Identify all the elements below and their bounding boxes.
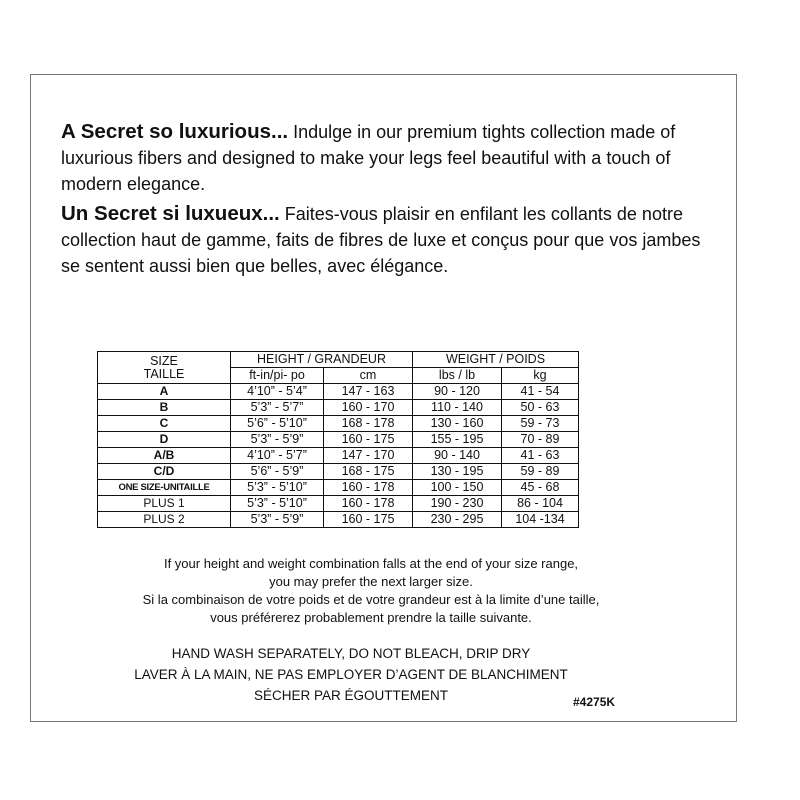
- intro-french: [61, 201, 721, 279]
- care-line-2: LAVER À LA MAIN, NE PAS EMPLOYER D’AGENT DE BLANCHIMENT: [134, 667, 568, 682]
- table-row: [98, 480, 579, 496]
- cm-cell: 168 - 175: [324, 464, 413, 480]
- size-note-french: [91, 591, 651, 627]
- size-cell: A: [98, 384, 231, 400]
- ftin-cell: 4’10” - 5’7”: [231, 448, 324, 464]
- table-row: [98, 448, 579, 464]
- size-column-header: [98, 352, 231, 384]
- cm-cell: 160 - 178: [324, 480, 413, 496]
- ftin-cell: 5’3” - 5’7”: [231, 400, 324, 416]
- intro-french-text: Faites-vous plaisir en enfilant les collants de notre collection haut de gamme, faits de fibres de luxe et conçus pour que vos jambes se sentent aussi bien que belles, avec élégance.: [61, 204, 701, 276]
- kg-cell: 59 - 73: [502, 416, 579, 432]
- kg-cell: 50 - 63: [502, 400, 579, 416]
- lbs-cell: 130 - 195: [413, 464, 502, 480]
- lbs-cell: 155 - 195: [413, 432, 502, 448]
- ftin-cell: 5’6” - 5’10”: [231, 416, 324, 432]
- cm-cell: 147 - 170: [324, 448, 413, 464]
- kg-cell: 59 - 89: [502, 464, 579, 480]
- size-note-english: [91, 555, 651, 591]
- cm-cell: 160 - 175: [324, 512, 413, 528]
- lbs-cell: 110 - 140: [413, 400, 502, 416]
- cm-cell: 160 - 170: [324, 400, 413, 416]
- size-header-line1: SIZE: [150, 353, 178, 368]
- intro-french-lead: Un Secret si luxueux...: [61, 202, 280, 225]
- cm-cell: 168 - 178: [324, 416, 413, 432]
- ftin-cell: 5’6” - 5’9”: [231, 464, 324, 480]
- kg-cell: 104 -134: [502, 512, 579, 528]
- table-row: [98, 432, 579, 448]
- lbs-cell: 230 - 295: [413, 512, 502, 528]
- ftin-cell: 4’10” - 5’4”: [231, 384, 324, 400]
- size-note-english-line1: If your height and weight combination falls at the end of your size range,: [163, 556, 579, 571]
- size-cell: D: [98, 432, 231, 448]
- cm-cell: 160 - 175: [324, 432, 413, 448]
- size-cell: C: [98, 416, 231, 432]
- care-line-3: SÉCHER PAR ÉGOUTTEMENT: [253, 688, 449, 703]
- weight-header: WEIGHT / POIDS: [413, 352, 579, 368]
- size-header-line2: TAILLE: [143, 366, 185, 381]
- size-cell: PLUS 2: [98, 512, 231, 528]
- kg-cell: 86 - 104: [502, 496, 579, 512]
- cm-cell: 147 - 163: [324, 384, 413, 400]
- table-row: [98, 464, 579, 480]
- size-cell: ONE SIZE-UNITAILLE: [98, 480, 231, 496]
- size-cell: PLUS 1: [98, 496, 231, 512]
- intro-english-text: Indulge in our premium tights collection made of luxurious fibers and designed to make your legs feel beautiful with a touch of modern elegance.: [61, 122, 676, 194]
- table-row: [98, 416, 579, 432]
- kg-cell: 41 - 63: [502, 448, 579, 464]
- intro-english-lead: A Secret so luxurious...: [61, 120, 289, 143]
- ftin-cell: 5’3” - 5’10”: [231, 496, 324, 512]
- kg-cell: 70 - 89: [502, 432, 579, 448]
- size-note-french-line1: Si la combinaison de votre poids et de votre grandeur est à la limite d’une taille,: [142, 592, 600, 607]
- cm-cell: 160 - 178: [324, 496, 413, 512]
- lbs-cell: 90 - 140: [413, 448, 502, 464]
- table-row: [98, 400, 579, 416]
- unit-lbs-header: lbs / lb: [413, 368, 502, 384]
- size-chart-table: [97, 351, 579, 528]
- lbs-cell: 130 - 160: [413, 416, 502, 432]
- size-cell: A/B: [98, 448, 231, 464]
- label-panel: [30, 74, 737, 722]
- table-row: [98, 496, 579, 512]
- height-header: HEIGHT / GRANDEUR: [231, 352, 413, 368]
- size-cell: B: [98, 400, 231, 416]
- lbs-cell: 100 - 150: [413, 480, 502, 496]
- lbs-cell: 90 - 120: [413, 384, 502, 400]
- kg-cell: 45 - 68: [502, 480, 579, 496]
- lbs-cell: 190 - 230: [413, 496, 502, 512]
- table-row: [98, 384, 579, 400]
- size-note-french-line2: vous préférerez probablement prendre la taille suivante.: [210, 610, 532, 625]
- table-row: [98, 512, 579, 528]
- unit-ftin-header: ft-in/pi- po: [231, 368, 324, 384]
- care-instructions: [71, 643, 631, 706]
- ftin-cell: 5’3” - 5’10”: [231, 480, 324, 496]
- ftin-cell: 5’3” - 5’9”: [231, 512, 324, 528]
- kg-cell: 41 - 54: [502, 384, 579, 400]
- unit-cm-header: cm: [324, 368, 413, 384]
- care-line-1: HAND WASH SEPARATELY, DO NOT BLEACH, DRIP DRY: [171, 646, 531, 661]
- size-cell: C/D: [98, 464, 231, 480]
- unit-kg-header: kg: [502, 368, 579, 384]
- intro-english: [61, 119, 721, 197]
- size-note-english-line2: you may prefer the next larger size.: [269, 574, 473, 589]
- ftin-cell: 5’3” - 5’9”: [231, 432, 324, 448]
- product-code: #4275K: [573, 695, 616, 709]
